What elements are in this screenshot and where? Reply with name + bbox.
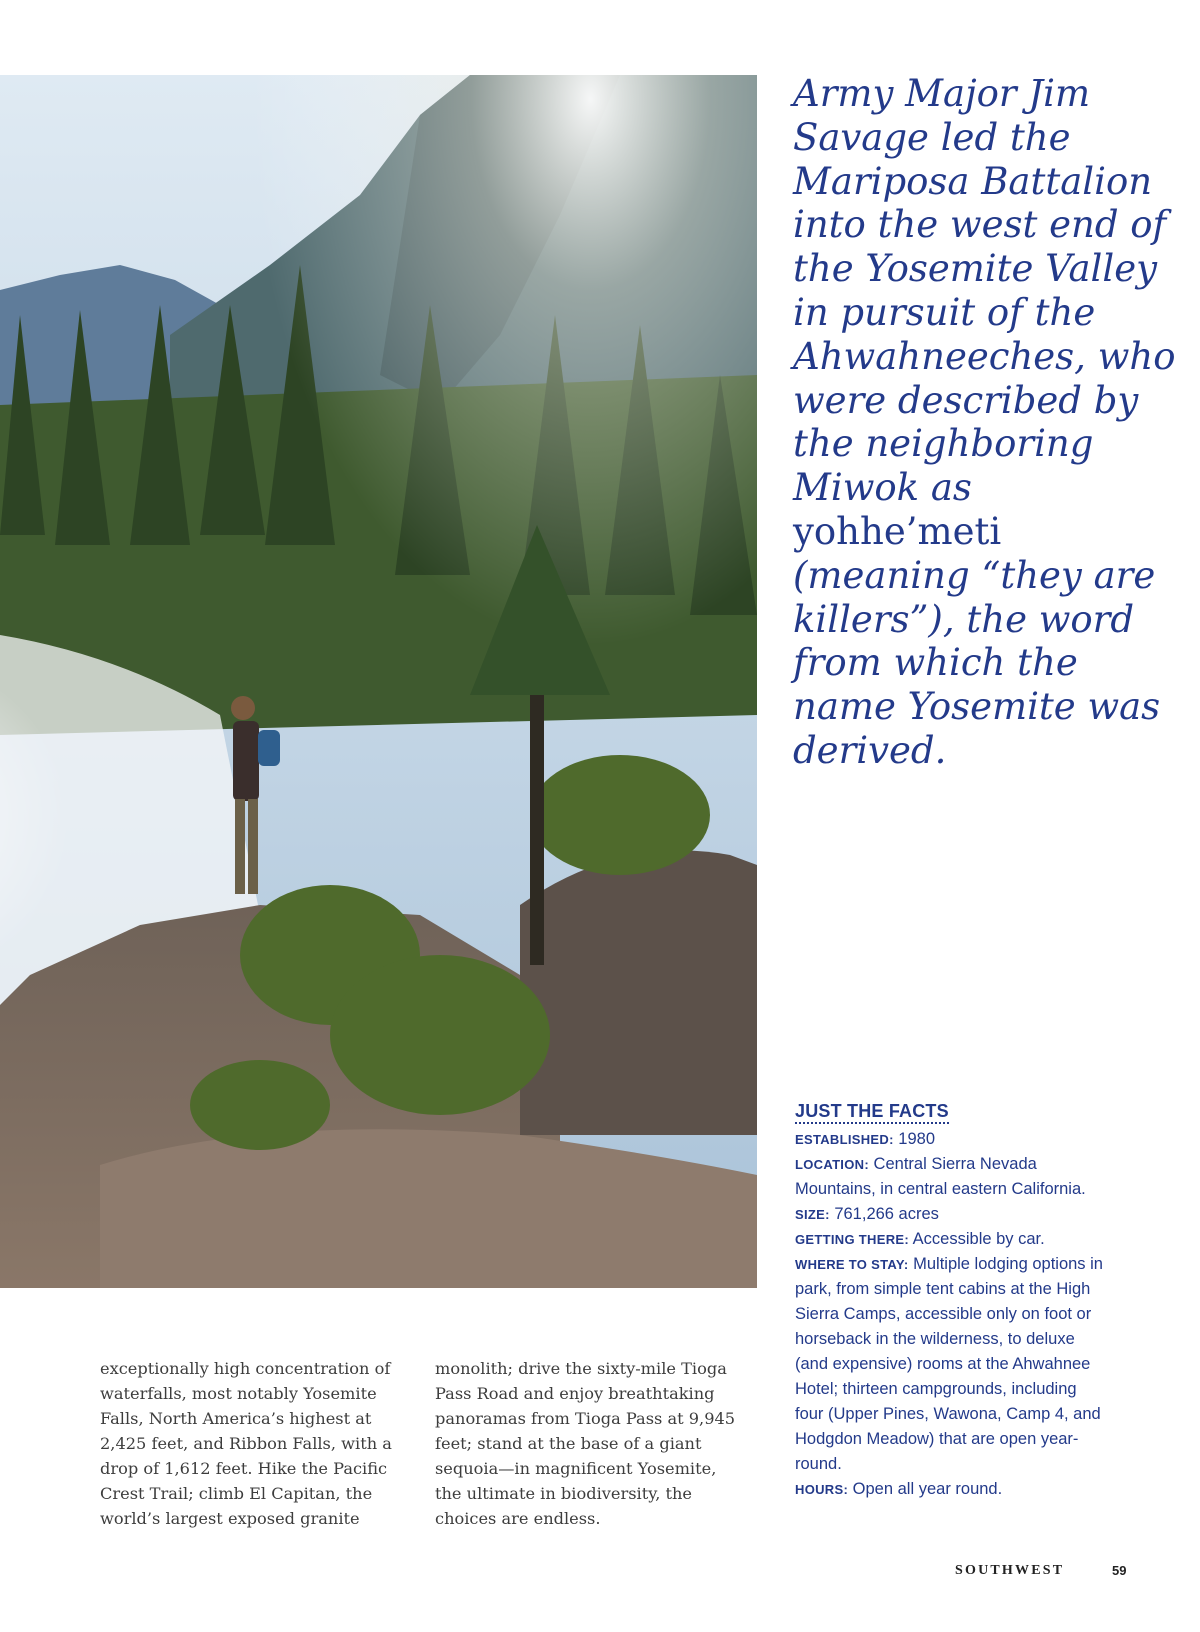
facts-box bbox=[795, 1100, 1105, 1502]
fact-value: 1980 bbox=[898, 1130, 936, 1148]
fact-where-to-stay bbox=[795, 1252, 1105, 1477]
body-column-1: exceptionally high concentration of waterfalls, most notably Yosemite Falls, North America’s highest at 2,425 feet, and Ribbon Falls, with a drop of 1,612 feet. Hike the Pacific Crest Trail; climb El Capitan, the world’s largest exposed granite bbox=[100, 1359, 392, 1528]
fact-value: Open all year round. bbox=[852, 1480, 1003, 1498]
fact-label: ESTABLISHED: bbox=[795, 1132, 894, 1147]
fact-label: WHERE TO STAY: bbox=[795, 1257, 909, 1272]
fact-label: GETTING THERE: bbox=[795, 1232, 909, 1247]
pull-quote-meaning: (meaning “they are killers”), the word from which the name Yosemite was derived. bbox=[793, 553, 1161, 772]
pull-quote-text: Army Major Jim Savage led the Mariposa Battalion into the west end of the Yosemite Valley in pursuit of the Ahwahneeches, who were described by the neighboring Miwok as bbox=[793, 72, 1176, 510]
page-number: 59 bbox=[1112, 1563, 1127, 1578]
fact-label: LOCATION: bbox=[795, 1157, 869, 1172]
pull-quote bbox=[793, 72, 1183, 773]
body-column-2: monolith; drive the sixty-mile Tioga Pass Road and enjoy breathtaking panoramas from Tioga Pass at 9,945 feet; stand at the base of a giant sequoia—in magnificent Yosemite, the ultimate in biodiversity, the choices are endless. bbox=[435, 1359, 736, 1528]
fact-value: 761,266 acres bbox=[834, 1205, 939, 1223]
footer-section-name: SOUTHWEST bbox=[955, 1563, 1065, 1578]
hiker-waterfall-photo bbox=[0, 75, 757, 1288]
fact-hours bbox=[795, 1477, 1105, 1502]
fact-value: Accessible by car. bbox=[912, 1230, 1045, 1248]
fact-value: Multiple lodging options in park, from simple tent cabins at the High Sierra Camps, accessible only on foot or horseback in the wilderness, to deluxe (and expensive) rooms at the Ahwahnee Hotel; thirteen campgrounds, including four (Upper Pines, Wawona, Camp 4, and Hodgdon Meadow) that are open year-round. bbox=[795, 1255, 1103, 1473]
fact-location bbox=[795, 1152, 1105, 1202]
pull-quote-native-word: yohhe’meti bbox=[793, 509, 1002, 553]
facts-heading: JUST THE FACTS bbox=[795, 1100, 949, 1124]
fact-size bbox=[795, 1202, 1105, 1227]
fact-label: HOURS: bbox=[795, 1482, 849, 1497]
fact-getting-there bbox=[795, 1227, 1105, 1252]
fact-label: SIZE: bbox=[795, 1207, 830, 1222]
fact-established bbox=[795, 1127, 1105, 1152]
fact-value: Central Sierra Nevada Mountains, in central eastern California. bbox=[795, 1155, 1086, 1198]
